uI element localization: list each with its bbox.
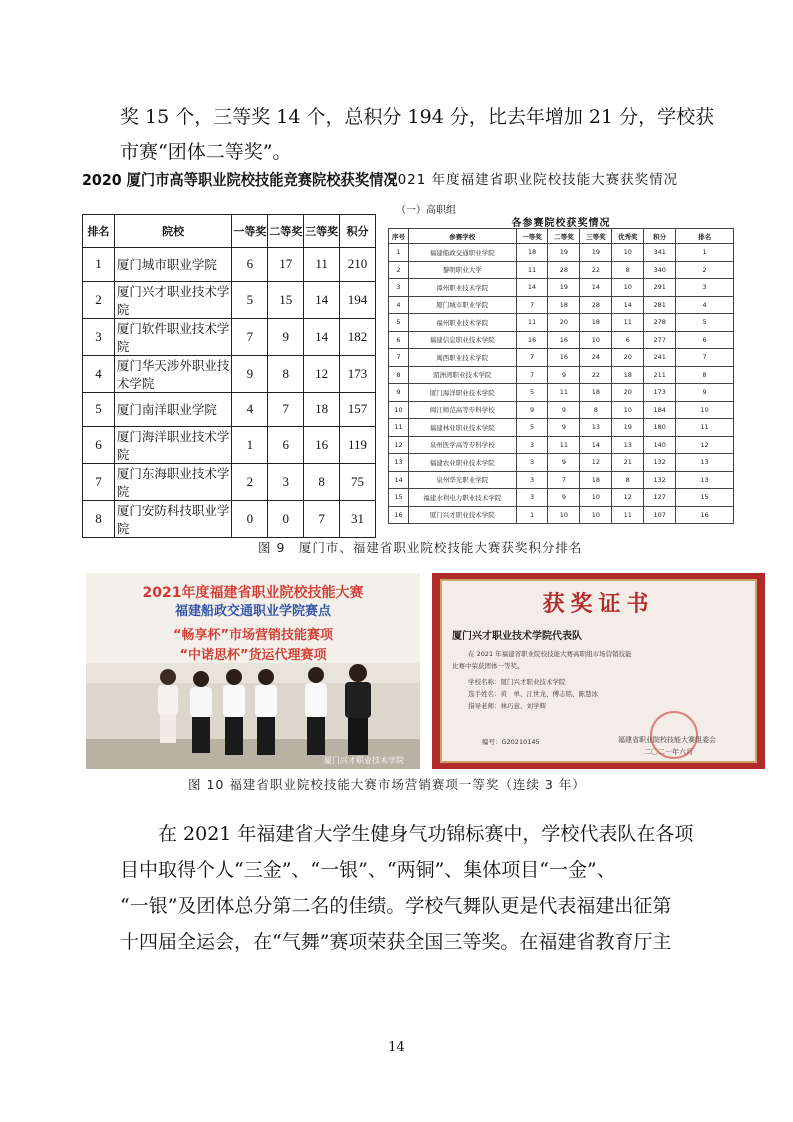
table-cell: 18: [580, 314, 612, 332]
table-cell: 9: [676, 384, 734, 402]
table-cell: 14: [580, 436, 612, 454]
table-cell: 5: [232, 281, 268, 318]
table-cell: 9: [232, 355, 268, 392]
table-cell: 5: [676, 314, 734, 332]
table-cell: 福州职业技术学院: [408, 314, 516, 332]
table-cell: 10: [612, 279, 644, 297]
table-row: [389, 296, 734, 314]
table-cell: 泉州华光职业学院: [408, 471, 516, 489]
right-table-header: 一等奖: [516, 229, 548, 244]
table-row: [389, 331, 734, 349]
table-cell: 16: [516, 331, 548, 349]
table-cell: 17: [268, 248, 304, 282]
table-cell: 湄洲湾职业技术学院: [408, 366, 516, 384]
table-cell: 18: [548, 296, 580, 314]
figure-9-caption: 图 9 厦门市、福建省职业院校技能大赛获奖积分排名: [258, 540, 583, 555]
table-cell: 11: [612, 506, 644, 524]
table-cell: 291: [644, 279, 676, 297]
left-table-header: 一等奖: [232, 215, 268, 248]
table-cell: 173: [644, 384, 676, 402]
table-cell: 10: [676, 401, 734, 419]
paragraph-line: 在 2021 年福建省大学生健身气功锦标赛中，学校代表队在各项: [158, 823, 694, 845]
table-cell: 184: [644, 401, 676, 419]
left-table-header: 排名: [83, 215, 115, 248]
table-cell: 福建信息职业技术学院: [408, 331, 516, 349]
table-cell: 14: [304, 318, 340, 355]
table-cell: 9: [548, 489, 580, 507]
table-cell: 厦门华天涉外职业技术学院: [114, 355, 232, 392]
table-cell: 14: [389, 471, 409, 489]
page-number: 14: [388, 1040, 405, 1055]
table-cell: 13: [389, 454, 409, 472]
certificate-line-1: 在 2021 年福建省职业院校技能大赛高职组市场营销技能: [468, 650, 632, 658]
table-cell: 278: [644, 314, 676, 332]
table-cell: 132: [644, 471, 676, 489]
table-cell: 341: [644, 244, 676, 262]
table-cell: 10: [580, 331, 612, 349]
table-cell: 11: [389, 419, 409, 437]
table-cell: 24: [580, 349, 612, 367]
table-cell: 9: [548, 419, 580, 437]
photo-watermark: 厦门兴才职业技术学院: [324, 756, 404, 765]
table-row: [83, 318, 376, 355]
table-cell: 8: [389, 366, 409, 384]
table-cell: 8: [580, 401, 612, 419]
right-table-heading: 各参赛院校获奖情况: [511, 218, 611, 229]
table-cell: 4: [676, 296, 734, 314]
table-cell: 3: [389, 279, 409, 297]
table-cell: 6: [676, 331, 734, 349]
table-cell: 厦门软件职业技术学院: [114, 318, 232, 355]
table-cell: 173: [340, 355, 376, 392]
table-cell: 厦门海洋职业技术学院: [114, 426, 232, 463]
table-cell: 8: [676, 366, 734, 384]
table-cell: 8: [304, 463, 340, 500]
table-cell: 7: [516, 296, 548, 314]
table-row: [389, 279, 734, 297]
banner-line-3: “畅享杯”市场营销技能赛项: [172, 628, 334, 643]
banner-line-4: “中诺思杯”货运代理赛项: [179, 648, 327, 663]
table-cell: 厦门海洋职业技术学院: [408, 384, 516, 402]
table-row: [83, 392, 376, 426]
table-cell: 厦门东海职业技术学院: [114, 463, 232, 500]
table-cell: 9: [516, 401, 548, 419]
right-table-header: 序号: [389, 229, 409, 244]
table-row: [389, 244, 734, 262]
table-cell: 泉州医学高等专科学校: [408, 436, 516, 454]
certificate-line-2: 比赛中荣获团体一等奖。: [452, 662, 524, 670]
table-cell: 13: [612, 436, 644, 454]
certificate-teachers: 指导老师：林巧意、刘学辉: [468, 702, 546, 710]
paragraph-line: “一银”及团体总分第二名的佳绩。学校气舞队更是代表福建出征第: [120, 895, 672, 917]
table-cell: 福建林业职业技术学院: [408, 419, 516, 437]
table-cell: 7: [389, 349, 409, 367]
table-cell: 7: [304, 500, 340, 537]
table-cell: 10: [580, 506, 612, 524]
table-cell: 1: [83, 248, 115, 282]
table-cell: 3: [516, 471, 548, 489]
table-row: [83, 500, 376, 537]
table-cell: 福建农业职业技术学院: [408, 454, 516, 472]
table-cell: 18: [580, 384, 612, 402]
table-cell: 厦门南洋职业学院: [114, 392, 232, 426]
table-cell: 3: [83, 318, 115, 355]
left-table-header: 院校: [114, 215, 232, 248]
table-cell: 3: [268, 463, 304, 500]
table-cell: 2: [389, 261, 409, 279]
table-cell: 4: [232, 392, 268, 426]
table-cell: 31: [340, 500, 376, 537]
table-cell: 5: [516, 419, 548, 437]
table-cell: 7: [548, 471, 580, 489]
table-cell: 13: [676, 471, 734, 489]
banner-line-2: 福建船政交通职业学院赛点: [174, 604, 332, 619]
table-cell: 18: [304, 392, 340, 426]
banner-line-1: 2021年度福建省职业院校技能大赛: [142, 585, 364, 601]
table-cell: 15: [676, 489, 734, 507]
certificate-date: 二〇二一年六月: [644, 748, 693, 756]
table-cell: 10: [612, 244, 644, 262]
table-cell: 11: [548, 384, 580, 402]
table-cell: 18: [516, 244, 548, 262]
table-cell: 3: [516, 454, 548, 472]
table-cell: 14: [580, 279, 612, 297]
table-cell: 22: [580, 366, 612, 384]
left-ranking-table: [82, 214, 376, 538]
table-cell: 75: [340, 463, 376, 500]
table-cell: 18: [580, 471, 612, 489]
certificate-school: 学校名称：厦门兴才职业技术学院: [468, 678, 566, 686]
table-row: [83, 355, 376, 392]
table-cell: 7: [268, 392, 304, 426]
table-cell: 7: [83, 463, 115, 500]
table-cell: 14: [612, 296, 644, 314]
table-row: [83, 248, 376, 282]
table-row: [389, 366, 734, 384]
table-cell: 4: [389, 296, 409, 314]
table-cell: 241: [644, 349, 676, 367]
table-cell: 7: [676, 349, 734, 367]
table-cell: 6: [232, 248, 268, 282]
figure-10-caption: 图 10 福建省职业院校技能大赛市场营销赛项一等奖（连续 3 年）: [188, 777, 586, 792]
table-cell: 119: [340, 426, 376, 463]
table-row: [83, 281, 376, 318]
table-cell: 22: [580, 261, 612, 279]
certificate-number: 编号：G20210145: [482, 738, 540, 746]
right-table-header: 参赛学校: [408, 229, 516, 244]
table-cell: 340: [644, 261, 676, 279]
table-cell: 厦门兴才职业技术学院: [408, 506, 516, 524]
table-row: [389, 454, 734, 472]
table-cell: 281: [644, 296, 676, 314]
table-cell: 7: [516, 366, 548, 384]
table-cell: 2: [232, 463, 268, 500]
table-row: [389, 314, 734, 332]
seal-icon: [650, 711, 698, 759]
table-cell: 3: [516, 489, 548, 507]
table-cell: 10: [548, 506, 580, 524]
certificate-photo: [432, 573, 765, 769]
table-cell: 211: [644, 366, 676, 384]
table-cell: 11: [676, 419, 734, 437]
certificate-title: 获奖证书: [542, 591, 655, 617]
certificate-issuer: 福建省职业院校技能大赛组委会: [618, 736, 716, 744]
table-cell: 15: [389, 489, 409, 507]
table-cell: 9: [389, 384, 409, 402]
left-table-header: 三等奖: [304, 215, 340, 248]
table-cell: 5: [389, 314, 409, 332]
table-cell: 10: [580, 489, 612, 507]
team-photo: [86, 573, 420, 769]
table-cell: 28: [580, 296, 612, 314]
table-cell: 28: [548, 261, 580, 279]
table-cell: 127: [644, 489, 676, 507]
table-cell: 10: [612, 401, 644, 419]
table-cell: 19: [580, 244, 612, 262]
table-cell: 11: [516, 314, 548, 332]
table-cell: 11: [612, 314, 644, 332]
table-cell: 6: [268, 426, 304, 463]
table-cell: 0: [268, 500, 304, 537]
table-row: [389, 506, 734, 524]
right-table-header: 三等奖: [580, 229, 612, 244]
table-cell: 16: [548, 349, 580, 367]
table-cell: 157: [340, 392, 376, 426]
table-cell: 2: [83, 281, 115, 318]
table-cell: 8: [612, 471, 644, 489]
table-cell: 10: [389, 401, 409, 419]
table-cell: 19: [548, 279, 580, 297]
table-cell: 12: [389, 436, 409, 454]
table-cell: 6: [83, 426, 115, 463]
right-table-header: 排名: [676, 229, 734, 244]
table-cell: 21: [612, 454, 644, 472]
table-cell: 6: [389, 331, 409, 349]
table-cell: 1: [676, 244, 734, 262]
paragraph-line: 市赛“团体二等奖”。: [120, 141, 292, 163]
table-row: [389, 436, 734, 454]
table-cell: 11: [304, 248, 340, 282]
table-cell: 7: [232, 318, 268, 355]
table-cell: 16: [389, 506, 409, 524]
table-cell: 12: [304, 355, 340, 392]
paragraph-line: 目中取得个人“三金”、“一银”、“两铜”、集体项目“一金”、: [120, 859, 616, 881]
table-cell: 140: [644, 436, 676, 454]
table-cell: 闽西职业技术学院: [408, 349, 516, 367]
table-header-row: [389, 229, 734, 244]
table-cell: 1: [232, 426, 268, 463]
paragraph-line: 奖 15 个，三等奖 14 个，总积分 194 分，比去年增加 21 分，学校获: [120, 106, 715, 128]
table-cell: 12: [612, 489, 644, 507]
table-cell: 福建船政交通职业学院: [408, 244, 516, 262]
left-table-header: 二等奖: [268, 215, 304, 248]
table-cell: 20: [612, 349, 644, 367]
right-table-subtitle: （一）高职组: [396, 205, 456, 216]
table-cell: 11: [516, 261, 548, 279]
table-cell: 厦门城市职业学院: [114, 248, 232, 282]
right-table-header: 优秀奖: [612, 229, 644, 244]
table-cell: 180: [644, 419, 676, 437]
table-cell: 12: [676, 436, 734, 454]
table-cell: 15: [268, 281, 304, 318]
table-cell: 8: [612, 261, 644, 279]
table-cell: 厦门兴才职业技术学院: [114, 281, 232, 318]
table-row: [83, 426, 376, 463]
table-row: [389, 349, 734, 367]
certificate-recipient: 厦门兴才职业技术学院代表队: [452, 631, 582, 642]
table-cell: 132: [644, 454, 676, 472]
table-cell: 3: [676, 279, 734, 297]
table-cell: 8: [268, 355, 304, 392]
table-cell: 13: [580, 419, 612, 437]
table-cell: 闽江师范高等专科学校: [408, 401, 516, 419]
table-cell: 7: [516, 349, 548, 367]
table-cell: 194: [340, 281, 376, 318]
table-cell: 0: [232, 500, 268, 537]
table-row: [83, 463, 376, 500]
left-table-title: 2020 厦门市高等职业院校技能竞赛院校获奖情况: [82, 171, 398, 189]
table-row: [389, 401, 734, 419]
table-cell: 4: [83, 355, 115, 392]
table-cell: 9: [268, 318, 304, 355]
table-cell: 1: [389, 244, 409, 262]
table-cell: 13: [676, 454, 734, 472]
table-row: [389, 419, 734, 437]
table-cell: 厦门城市职业学院: [408, 296, 516, 314]
right-table-header: 二等奖: [548, 229, 580, 244]
table-cell: 2: [676, 261, 734, 279]
certificate-players: 选手姓名：黄 单、江世龙、傅志铭、陈慧冰: [468, 690, 598, 698]
table-cell: 9: [548, 454, 580, 472]
table-cell: 1: [516, 506, 548, 524]
table-cell: 20: [548, 314, 580, 332]
paragraph-line: 十四届全运会，在“气舞”赛项荣获全国三等奖。在福建省教育厅主: [120, 931, 672, 953]
table-cell: 12: [580, 454, 612, 472]
table-cell: 19: [548, 244, 580, 262]
table-cell: 福建水利电力职业技术学院: [408, 489, 516, 507]
right-award-table: [388, 228, 734, 524]
table-cell: 14: [516, 279, 548, 297]
table-cell: 5: [83, 392, 115, 426]
table-cell: 9: [548, 401, 580, 419]
table-cell: 210: [340, 248, 376, 282]
table-row: [389, 384, 734, 402]
right-table-title: 2021 年度福建省职业院校技能大赛获奖情况: [388, 172, 679, 188]
table-cell: 黎明职业大学: [408, 261, 516, 279]
table-row: [389, 489, 734, 507]
table-cell: 182: [340, 318, 376, 355]
table-cell: 16: [548, 331, 580, 349]
table-cell: 漳州职业技术学院: [408, 279, 516, 297]
table-cell: 18: [612, 366, 644, 384]
table-row: [389, 261, 734, 279]
table-cell: 11: [548, 436, 580, 454]
right-table-header: 积分: [644, 229, 676, 244]
table-cell: 20: [612, 384, 644, 402]
table-cell: 16: [304, 426, 340, 463]
table-cell: 8: [83, 500, 115, 537]
table-cell: 16: [676, 506, 734, 524]
left-table-header: 积分: [340, 215, 376, 248]
table-cell: 厦门安防科技职业学院: [114, 500, 232, 537]
table-cell: 3: [516, 436, 548, 454]
table-row: [389, 471, 734, 489]
table-cell: 107: [644, 506, 676, 524]
table-cell: 5: [516, 384, 548, 402]
table-cell: 14: [304, 281, 340, 318]
table-cell: 6: [612, 331, 644, 349]
table-cell: 19: [612, 419, 644, 437]
table-cell: 277: [644, 331, 676, 349]
table-cell: 9: [548, 366, 580, 384]
